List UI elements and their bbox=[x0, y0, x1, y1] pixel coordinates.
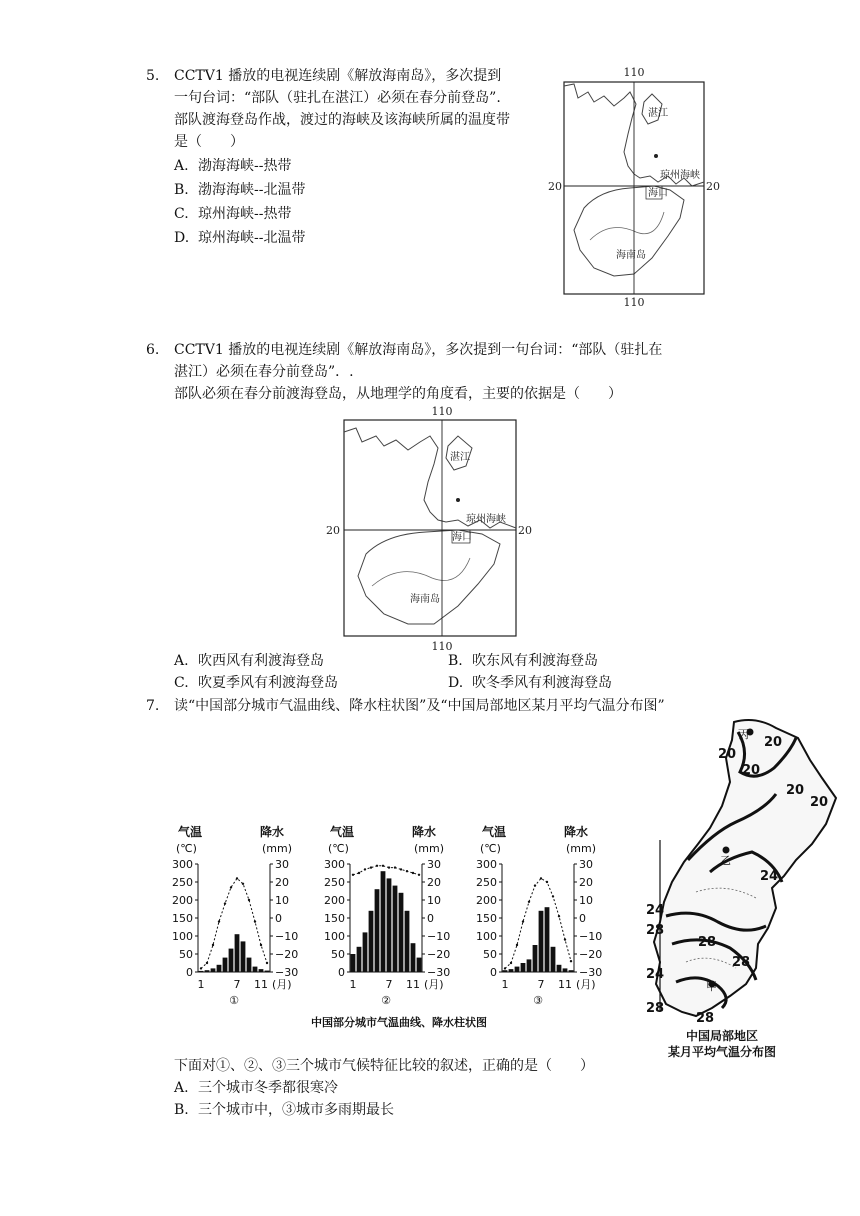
isotherm-label: 20 bbox=[786, 783, 805, 798]
left-tick-label: 300 bbox=[172, 858, 193, 871]
label-bing: 丙 bbox=[738, 728, 749, 741]
right-axis-unit: (mm) bbox=[566, 842, 597, 855]
precip-bar bbox=[381, 871, 386, 972]
option-d[interactable]: D. 琼州海峡--北温带 bbox=[174, 230, 306, 246]
temperature-point bbox=[406, 870, 408, 872]
left-axis-unit: (℃) bbox=[480, 842, 501, 855]
isotherm-label: 28 bbox=[646, 923, 665, 938]
temperature-point bbox=[522, 920, 524, 922]
precip-bar bbox=[557, 965, 562, 972]
temperature-line bbox=[201, 878, 267, 968]
temperature-point bbox=[534, 884, 536, 886]
option-c[interactable]: C. 吹夏季风有利渡海登岛 bbox=[174, 675, 338, 691]
label-hainan-island: 海南岛 bbox=[616, 250, 646, 261]
lon-label-bottom: 110 bbox=[623, 296, 645, 309]
right-tick-label: −10 bbox=[579, 930, 603, 943]
left-tick-label: 0 bbox=[338, 966, 345, 979]
climate-charts bbox=[168, 820, 630, 1032]
lat-label-left: 20 bbox=[548, 180, 562, 193]
left-tick-label: 100 bbox=[324, 930, 345, 943]
temperature-point bbox=[558, 915, 560, 917]
precip-bar bbox=[265, 971, 270, 972]
option-c[interactable]: C. 琼州海峡--热带 bbox=[174, 206, 292, 222]
map-caption-line1: 中国局部地区 bbox=[685, 1029, 759, 1043]
left-tick-label: 250 bbox=[324, 876, 345, 889]
isotherm-label: 20 bbox=[742, 763, 761, 778]
left-tick-label: 200 bbox=[172, 894, 193, 907]
left-tick-label: 150 bbox=[476, 912, 497, 925]
temperature-point bbox=[260, 944, 262, 946]
temperature-point bbox=[540, 877, 542, 879]
right-tick-label: −30 bbox=[275, 966, 299, 979]
lon-label-top: 110 bbox=[431, 405, 453, 418]
temperature-point bbox=[412, 872, 414, 874]
isotherm-label: 24 bbox=[760, 869, 779, 884]
x-tick-label: (月) bbox=[272, 978, 292, 991]
label-qiongzhou-strait: 琼州海峡 bbox=[660, 170, 700, 181]
left-tick-label: 0 bbox=[490, 966, 497, 979]
left-tick-label: 300 bbox=[324, 858, 345, 871]
right-axis-unit: (mm) bbox=[414, 842, 445, 855]
precip-bar bbox=[509, 969, 514, 972]
temperature-point bbox=[236, 877, 238, 879]
label-yi: 乙 bbox=[720, 854, 731, 867]
lat-label-left: 20 bbox=[326, 524, 340, 537]
lon-label-top: 110 bbox=[623, 66, 645, 79]
right-tick-label: 10 bbox=[275, 894, 289, 907]
precip-bar bbox=[259, 969, 264, 972]
temperature-point bbox=[546, 881, 548, 883]
x-tick-label: 1 bbox=[501, 978, 509, 991]
precip-bar bbox=[247, 958, 252, 972]
isotherm-label: 24 bbox=[646, 967, 665, 982]
temperature-point bbox=[552, 895, 554, 897]
precip-bar bbox=[417, 958, 422, 972]
temperature-point bbox=[230, 886, 232, 888]
precip-bar bbox=[375, 889, 380, 972]
precip-bar bbox=[393, 886, 398, 972]
right-axis-title: 降水 bbox=[260, 825, 285, 839]
question-intro: 读“中国部分城市气温曲线、降水柱状图”及“中国局部地区某月平均气温分布图” bbox=[174, 698, 665, 714]
temperature-point bbox=[266, 962, 268, 964]
right-tick-label: 10 bbox=[427, 894, 441, 907]
isotherm-label: 20 bbox=[810, 795, 829, 810]
right-tick-label: 30 bbox=[579, 858, 593, 871]
left-tick-label: 250 bbox=[172, 876, 193, 889]
left-axis-title: 气温 bbox=[178, 825, 203, 839]
temperature-point bbox=[224, 902, 226, 904]
x-tick-label: 11 bbox=[254, 978, 268, 991]
left-tick-label: 300 bbox=[476, 858, 497, 871]
precip-bar bbox=[229, 949, 234, 972]
map-caption-line2: 某月平均气温分布图 bbox=[667, 1045, 777, 1059]
option-b[interactable]: B. 吹东风有利渡海登岛 bbox=[448, 653, 598, 669]
temperature-line bbox=[353, 866, 419, 875]
question-text-line: 部队必须在春分前渡海登岛，从地理学的角度看，主要的依据是（ ） bbox=[174, 386, 622, 402]
label-jia: 甲 bbox=[706, 980, 717, 993]
precip-bar bbox=[399, 893, 404, 972]
temperature-point bbox=[358, 872, 360, 874]
island-river bbox=[590, 212, 664, 240]
lon-label-bottom: 110 bbox=[431, 640, 453, 653]
temperature-point bbox=[254, 920, 256, 922]
temperature-point bbox=[382, 865, 384, 867]
precip-bar bbox=[211, 968, 216, 972]
precip-bar bbox=[539, 911, 544, 972]
temperature-point bbox=[570, 960, 572, 962]
temperature-point bbox=[504, 967, 506, 969]
right-axis-title: 降水 bbox=[564, 825, 589, 839]
left-tick-label: 50 bbox=[331, 948, 345, 961]
right-tick-label: −30 bbox=[579, 966, 603, 979]
chart-caption: 中国部分城市气温曲线、降水柱状图 bbox=[311, 1016, 487, 1029]
precip-bar bbox=[527, 959, 532, 972]
isotherm-label: 28 bbox=[696, 1011, 715, 1026]
label-hainan-island: 海南岛 bbox=[410, 594, 440, 605]
lat-label-right: 20 bbox=[706, 180, 720, 193]
precip-bar bbox=[405, 911, 410, 972]
question-number: 5. bbox=[146, 68, 160, 84]
x-tick-label: (月) bbox=[424, 978, 444, 991]
label-haikou: 海口 bbox=[452, 532, 472, 543]
option-b[interactable]: B. 渤海海峡--北温带 bbox=[174, 182, 306, 198]
precip-bar bbox=[503, 970, 508, 972]
precip-bar bbox=[387, 878, 392, 972]
temperature-point bbox=[564, 938, 566, 940]
temperature-point bbox=[388, 866, 390, 868]
precip-bar bbox=[363, 932, 368, 972]
right-tick-label: −10 bbox=[427, 930, 451, 943]
hainan-map bbox=[544, 62, 724, 310]
precip-bar bbox=[563, 968, 568, 972]
right-tick-label: −20 bbox=[579, 948, 603, 961]
precip-bar bbox=[515, 967, 520, 972]
temperature-point bbox=[394, 866, 396, 868]
temperature-line bbox=[505, 878, 571, 968]
precip-bar bbox=[521, 963, 526, 972]
right-tick-label: 10 bbox=[579, 894, 593, 907]
right-tick-label: 30 bbox=[275, 858, 289, 871]
left-tick-label: 250 bbox=[476, 876, 497, 889]
question-number: 7. bbox=[146, 698, 160, 714]
temperature-point bbox=[418, 874, 420, 876]
isotherm-label: 28 bbox=[646, 1001, 665, 1016]
question-number: 6. bbox=[146, 342, 160, 358]
left-tick-label: 150 bbox=[324, 912, 345, 925]
temperature-point bbox=[212, 944, 214, 946]
temperature-point bbox=[242, 883, 244, 885]
precip-bar bbox=[551, 947, 556, 972]
hainan-map bbox=[322, 402, 536, 654]
right-tick-label: −10 bbox=[275, 930, 299, 943]
temperature-point bbox=[206, 962, 208, 964]
question-text-line: 一句台词：“部队（驻扎在湛江）必须在春分前登岛”. bbox=[174, 90, 501, 106]
left-tick-label: 200 bbox=[324, 894, 345, 907]
precip-bar bbox=[235, 934, 240, 972]
temperature-point bbox=[510, 962, 512, 964]
precip-bar bbox=[217, 965, 222, 972]
chart-name: ② bbox=[381, 994, 391, 1007]
question-text-line: CCTV1 播放的电视连续剧《解放海南岛》，多次提到 bbox=[174, 68, 502, 84]
right-tick-label: −20 bbox=[427, 948, 451, 961]
isotherm-label: 20 bbox=[718, 747, 737, 762]
x-tick-label: 7 bbox=[385, 978, 393, 991]
question-text-line: 部队渡海登岛作战，渡过的海峡及该海峡所属的温度带 bbox=[174, 112, 510, 128]
label-qiongzhou-strait: 琼州海峡 bbox=[466, 514, 506, 525]
right-tick-label: −30 bbox=[427, 966, 451, 979]
label-zhanjiang: 湛江 bbox=[648, 108, 668, 119]
x-tick-label: 1 bbox=[349, 978, 357, 991]
temperature-point bbox=[376, 865, 378, 867]
isotherm-label: 20 bbox=[764, 735, 783, 750]
island-river bbox=[372, 558, 470, 586]
x-tick-label: 11 bbox=[406, 978, 420, 991]
left-axis-title: 气温 bbox=[330, 825, 355, 839]
temperature-point bbox=[528, 901, 530, 903]
city-dot bbox=[654, 154, 658, 158]
left-tick-label: 50 bbox=[179, 948, 193, 961]
precip-bar bbox=[253, 967, 258, 972]
temperature-point bbox=[516, 944, 518, 946]
x-tick-label: 11 bbox=[558, 978, 572, 991]
option-d[interactable]: D. 吹冬季风有利渡海登岛 bbox=[448, 675, 612, 691]
precip-bar bbox=[545, 907, 550, 972]
isotherm-label: 28 bbox=[698, 935, 717, 950]
lat-label-right: 20 bbox=[518, 524, 532, 537]
left-tick-label: 150 bbox=[172, 912, 193, 925]
precip-bar bbox=[411, 943, 416, 972]
label-haikou: 海口 bbox=[648, 188, 668, 199]
option-a[interactable]: A. 吹西风有利渡海登岛 bbox=[174, 653, 324, 669]
left-tick-label: 200 bbox=[476, 894, 497, 907]
mainland-coast bbox=[344, 428, 516, 528]
precip-bar bbox=[357, 947, 362, 972]
left-tick-label: 100 bbox=[476, 930, 497, 943]
left-tick-label: 0 bbox=[186, 966, 193, 979]
temperature-point bbox=[400, 868, 402, 870]
precip-bar bbox=[223, 958, 228, 972]
right-tick-label: −20 bbox=[275, 948, 299, 961]
question-text-line: CCTV1 播放的电视连续剧《解放海南岛》，多次提到一句台词：“部队（驻扎在 bbox=[174, 342, 663, 358]
left-tick-label: 100 bbox=[172, 930, 193, 943]
option-b[interactable]: B. 三个城市中，③城市多雨期最长 bbox=[174, 1102, 394, 1118]
chart-name: ① bbox=[229, 994, 239, 1007]
right-axis-title: 降水 bbox=[412, 825, 437, 839]
right-tick-label: 20 bbox=[427, 876, 441, 889]
option-a[interactable]: A. 三个城市冬季都很寒冷 bbox=[174, 1080, 338, 1096]
x-tick-label: 1 bbox=[197, 978, 205, 991]
precip-bar bbox=[533, 945, 538, 972]
temperature-point bbox=[364, 868, 366, 870]
right-axis-unit: (mm) bbox=[262, 842, 293, 855]
isotherm-label: 24 bbox=[646, 903, 665, 918]
temperature-point bbox=[370, 866, 372, 868]
city-marker-yi bbox=[723, 847, 730, 854]
temperature-point bbox=[218, 920, 220, 922]
chart-name: ③ bbox=[533, 994, 543, 1007]
right-tick-label: 0 bbox=[275, 912, 282, 925]
temperature-distribution-map bbox=[626, 712, 842, 1062]
x-tick-label: 7 bbox=[233, 978, 241, 991]
right-tick-label: 20 bbox=[275, 876, 289, 889]
precip-bar bbox=[241, 941, 246, 972]
right-tick-label: 30 bbox=[427, 858, 441, 871]
left-axis-unit: (℃) bbox=[328, 842, 349, 855]
hainan-island bbox=[574, 186, 684, 276]
temperature-point bbox=[352, 874, 354, 876]
isotherm-label: 28 bbox=[732, 955, 751, 970]
right-tick-label: 0 bbox=[579, 912, 586, 925]
question-text: 下面对①、②、③三个城市气候特征比较的叙述，正确的是（ ） bbox=[174, 1058, 594, 1074]
precip-bar bbox=[351, 954, 356, 972]
question-text-line: 是（ ） bbox=[174, 134, 244, 150]
label-zhanjiang: 湛江 bbox=[450, 452, 470, 463]
option-a[interactable]: A. 渤海海峡--热带 bbox=[174, 158, 292, 174]
precip-bar bbox=[569, 970, 574, 972]
city-dot bbox=[456, 498, 460, 502]
right-tick-label: 0 bbox=[427, 912, 434, 925]
left-tick-label: 50 bbox=[483, 948, 497, 961]
question-text-line: 湛江）必须在春分前登岛”．. bbox=[174, 364, 354, 380]
x-tick-label: 7 bbox=[537, 978, 545, 991]
right-tick-label: 20 bbox=[579, 876, 593, 889]
temperature-point bbox=[248, 899, 250, 901]
precip-bar bbox=[205, 970, 210, 972]
x-tick-label: (月) bbox=[576, 978, 596, 991]
left-axis-title: 气温 bbox=[482, 825, 507, 839]
temperature-point bbox=[200, 967, 202, 969]
left-axis-unit: (℃) bbox=[176, 842, 197, 855]
precip-bar bbox=[199, 971, 204, 972]
precip-bar bbox=[369, 911, 374, 972]
